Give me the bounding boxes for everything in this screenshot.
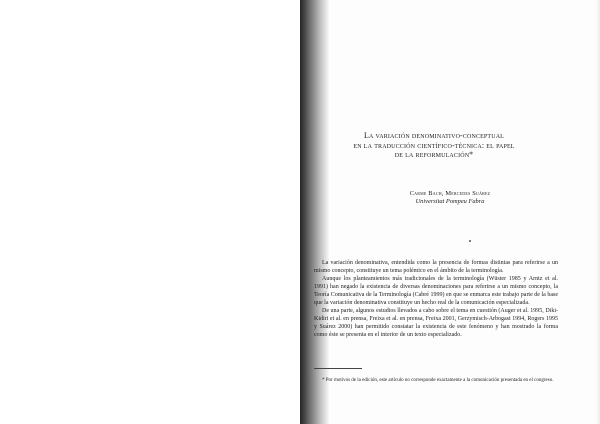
- title-line: La variación denominativo-conceptual: [363, 131, 504, 140]
- author-block: [330, 190, 570, 207]
- footnote-divider: [314, 368, 362, 369]
- stray-mark: [469, 240, 471, 242]
- title-line: en la traducción científico-técnica: el papel: [353, 140, 515, 150]
- book-spine-shadow: [300, 0, 330, 424]
- author-affiliation: Universitat Pompeu Fabra: [415, 198, 485, 206]
- right-page: [330, 0, 600, 424]
- article-body: [314, 259, 558, 339]
- body-paragraph: Aunque los planteamientos más tradicionales de la terminología (Wüster 1985 y Arntz et al. 1991) han negado la existencia de diversas denominaciones para referirse a un mismo concepto, la Teoría Comunicativa de la Terminología (Cabré 1999) en que se enmarca este trabajo parte de la base que la variación denominativa constituye un hecho real de la comunicación especializada.: [314, 276, 558, 307]
- article-title: [305, 131, 563, 160]
- body-paragraph: De una parte, algunos estudios llevados a cabo sobre el tema en cuestión (Auger et al. 1995, Diki-Kidiri et al. en prensa, Freixa et al. en prensa, Freixa 2001, Gerzymisch-Arbogast 1994, Rogers 1995 y Suárez 2000) han permitido constatar la existencia de este fenómeno y han mostrado la forma como éste se presenta en el interior de un texto especializado.: [314, 308, 558, 339]
- author-names: Carme Bach, Mercedes Suárez: [409, 190, 491, 197]
- title-line: de la reformulación*: [394, 150, 474, 160]
- page-edge: [596, 0, 600, 424]
- footnote: [314, 377, 558, 384]
- footnote-text: * Por motivos de la edición, este artículo no corresponde exactamente a la comunicación presentada en el congreso.: [322, 378, 554, 383]
- body-paragraph: La variación denominativa, entendida como la presencia de formas distintas para referirse a un mismo concepto, constituye un tema polémico en el ámbito de la terminología.: [314, 260, 558, 275]
